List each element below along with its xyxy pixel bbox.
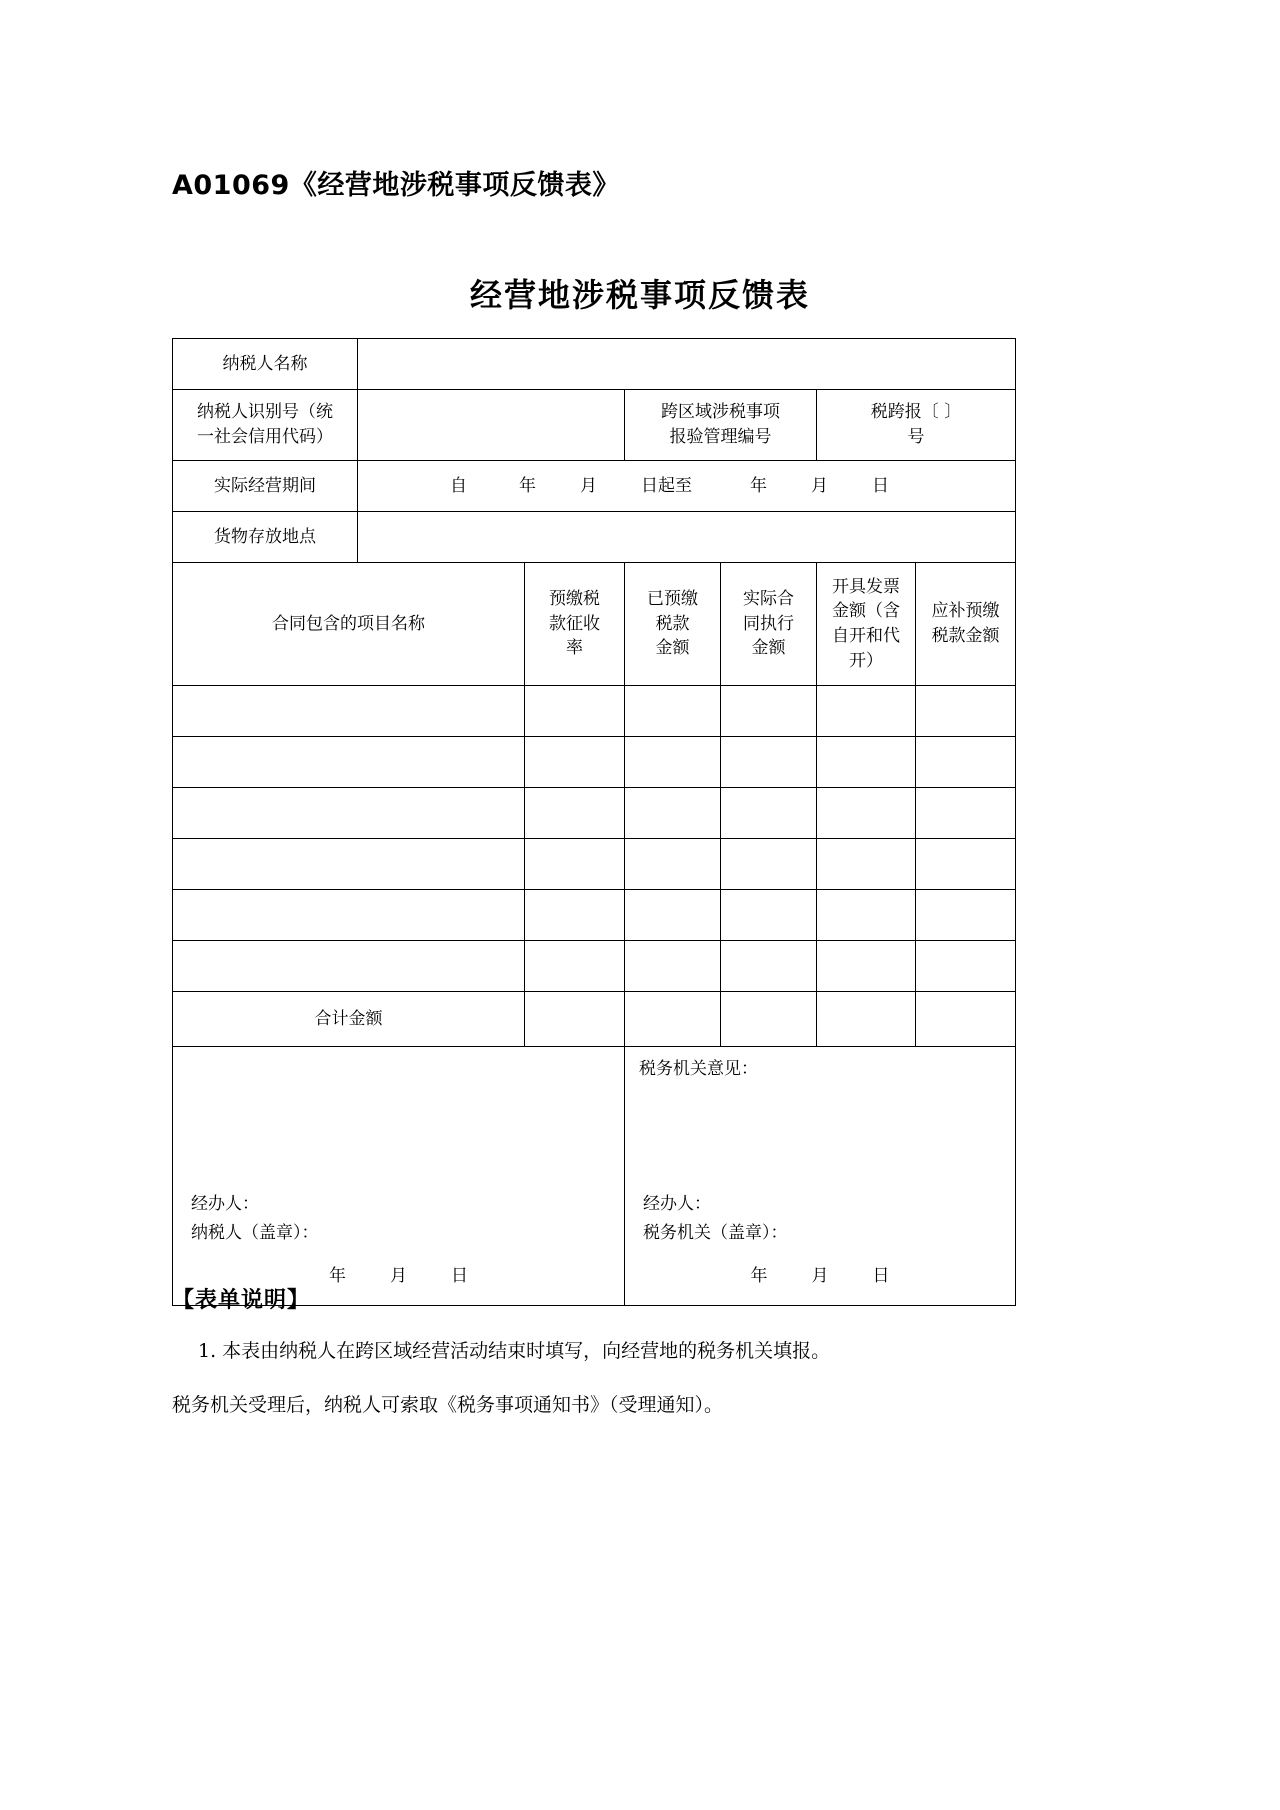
- column-header-prepaid-amount: [625, 563, 721, 686]
- cross-region-number-line1: 税跨报〔 〕: [870, 401, 962, 422]
- cell-project-name[interactable]: [173, 788, 525, 839]
- label-cross-region-line1: 跨区域涉税事项: [661, 401, 780, 422]
- cell-project-name[interactable]: [173, 737, 525, 788]
- prepaid-amount-line3: 金额: [655, 638, 690, 659]
- form-table-wrapper: [172, 338, 1015, 1306]
- cell-prepaid-amount[interactable]: [625, 941, 721, 992]
- invoice-amount-line4: 开）: [849, 650, 883, 671]
- taxpayer-handler-label: 经办人：: [191, 1193, 259, 1214]
- cell-project-name[interactable]: [173, 686, 525, 737]
- cell-prepaid-rate[interactable]: [525, 788, 625, 839]
- instructions-line-1: 1. 本表由纳税人在跨区域经营活动结束时填写，向经营地的税务机关填报。: [198, 1340, 831, 1362]
- label-total-amount: 合计金额: [173, 992, 525, 1047]
- instructions-line-2: 税务机关受理后，纳税人可索取《税务事项通知书》（受理通知）。: [172, 1394, 724, 1417]
- row-taxpayer-name: [173, 339, 1016, 390]
- cell-prepaid-amount[interactable]: [625, 686, 721, 737]
- cell-actual-contract[interactable]: [721, 686, 817, 737]
- period-day-to: 日起至: [641, 475, 692, 496]
- cell-prepaid-amount[interactable]: [625, 890, 721, 941]
- column-header-prepaid-rate: [525, 563, 625, 686]
- taxpayer-date-year: 年: [329, 1266, 346, 1287]
- cell-prepaid-amount[interactable]: [625, 788, 721, 839]
- tax-authority-date-day: 日: [872, 1266, 890, 1287]
- label-goods-location: 货物存放地点: [173, 512, 358, 563]
- table-row: [173, 686, 1016, 737]
- total-prepaid-rate[interactable]: [525, 992, 625, 1047]
- cell-invoice-amount[interactable]: [817, 890, 916, 941]
- cell-prepaid-amount[interactable]: [625, 839, 721, 890]
- column-header-project-name: 合同包含的项目名称: [173, 563, 525, 686]
- period-year-end: 年: [750, 475, 767, 496]
- row-signatures: [173, 1047, 1016, 1306]
- field-taxpayer-id[interactable]: [358, 390, 625, 461]
- table-row: [173, 737, 1016, 788]
- prepaid-rate-line3: 率: [566, 638, 583, 659]
- actual-contract-line3: 金额: [751, 638, 786, 659]
- signature-block-taxpayer[interactable]: [173, 1047, 625, 1306]
- cell-actual-contract[interactable]: [721, 788, 817, 839]
- actual-contract-line1: 实际合: [743, 589, 794, 610]
- cell-project-name[interactable]: [173, 890, 525, 941]
- signature-block-tax-authority[interactable]: [625, 1047, 1016, 1306]
- label-taxpayer-id-line2: 一社会信用代码）: [197, 427, 333, 447]
- cell-prepaid-rate[interactable]: [525, 737, 625, 788]
- cell-supplement-amount[interactable]: [916, 839, 1016, 890]
- label-actual-period: 实际经营期间: [173, 461, 358, 512]
- total-invoice-amount[interactable]: [817, 992, 916, 1047]
- prepaid-amount-line2: 税款: [655, 613, 690, 634]
- field-actual-period[interactable]: [358, 461, 1016, 512]
- cell-prepaid-rate[interactable]: [525, 686, 625, 737]
- cell-actual-contract[interactable]: [721, 941, 817, 992]
- total-supplement-amount[interactable]: [916, 992, 1016, 1047]
- field-goods-location[interactable]: [358, 512, 1016, 563]
- supplement-line2: 税款金额: [931, 626, 1000, 646]
- column-header-supplement-amount: [916, 563, 1016, 686]
- form-instructions: [172, 1283, 1072, 1445]
- cell-actual-contract[interactable]: [721, 890, 817, 941]
- taxpayer-seal-label: 纳税人（盖章）：: [191, 1223, 319, 1244]
- prepaid-rate-line1: 预缴税: [549, 589, 600, 610]
- supplement-line1: 应补预缴: [931, 601, 1000, 622]
- period-month-start: 月: [580, 475, 597, 496]
- cell-actual-contract[interactable]: [721, 737, 817, 788]
- cell-supplement-amount[interactable]: [916, 686, 1016, 737]
- invoice-amount-line2: 金额（含: [832, 601, 900, 622]
- cell-prepaid-rate[interactable]: [525, 941, 625, 992]
- cell-supplement-amount[interactable]: [916, 890, 1016, 941]
- table-row: [173, 839, 1016, 890]
- tax-authority-date-month: 月: [811, 1266, 829, 1287]
- table-row: [173, 941, 1016, 992]
- label-cross-region-no: [625, 390, 817, 461]
- period-month-end: 月: [811, 475, 828, 496]
- field-cross-region-number[interactable]: [817, 390, 1016, 461]
- taxpayer-date-day: 日: [451, 1266, 468, 1287]
- cell-prepaid-rate[interactable]: [525, 890, 625, 941]
- tax-authority-seal-label: 税务机关（盖章）：: [643, 1223, 788, 1244]
- table-row: [173, 890, 1016, 941]
- tax-authority-date-year: 年: [750, 1266, 768, 1287]
- row-goods-location: [173, 512, 1016, 563]
- column-header-actual-contract: [721, 563, 817, 686]
- table-row: [173, 788, 1016, 839]
- total-prepaid-amount[interactable]: [625, 992, 721, 1047]
- cell-invoice-amount[interactable]: [817, 686, 916, 737]
- tax-authority-opinion-label: 税务机关意见：: [639, 1059, 758, 1079]
- cross-region-number-line2: 号: [907, 427, 925, 447]
- row-column-headers: [173, 563, 1016, 686]
- label-taxpayer-id-line1: 纳税人识别号（统: [197, 401, 333, 422]
- instructions-heading: 【表单说明】: [172, 1287, 311, 1313]
- period-year-start: 年: [519, 475, 536, 496]
- total-actual-contract[interactable]: [721, 992, 817, 1047]
- document-code-title: A01069《经营地涉税事项反馈表》: [172, 170, 620, 201]
- label-cross-region-line2: 报验管理编号: [669, 427, 772, 447]
- cell-supplement-amount[interactable]: [916, 941, 1016, 992]
- period-from: 自: [450, 475, 467, 496]
- cell-project-name[interactable]: [173, 941, 525, 992]
- actual-contract-line2: 同执行: [743, 613, 794, 634]
- cell-supplement-amount[interactable]: [916, 737, 1016, 788]
- tax-authority-handler-label: 经办人：: [643, 1193, 711, 1214]
- cell-invoice-amount[interactable]: [817, 839, 916, 890]
- period-day-end: 日: [872, 475, 889, 496]
- row-taxpayer-id: [173, 390, 1016, 461]
- row-total: [173, 992, 1016, 1047]
- cell-invoice-amount[interactable]: [817, 941, 916, 992]
- tax-feedback-form-table: [172, 338, 1016, 1306]
- cell-prepaid-rate[interactable]: [525, 839, 625, 890]
- column-header-invoice-amount: [817, 563, 916, 686]
- row-actual-period: [173, 461, 1016, 512]
- invoice-amount-line1: 开具发票: [832, 576, 900, 597]
- invoice-amount-line3: 自开和代: [832, 626, 900, 646]
- field-taxpayer-name[interactable]: [358, 339, 1016, 390]
- form-title: 经营地涉税事项反馈表: [469, 276, 810, 314]
- label-taxpayer-id: [173, 390, 358, 461]
- cell-prepaid-amount[interactable]: [625, 737, 721, 788]
- cell-invoice-amount[interactable]: [817, 737, 916, 788]
- taxpayer-date-month: 月: [390, 1266, 407, 1287]
- prepaid-rate-line2: 款征收: [549, 613, 600, 634]
- cell-supplement-amount[interactable]: [916, 788, 1016, 839]
- cell-invoice-amount[interactable]: [817, 788, 916, 839]
- prepaid-amount-line1: 已预缴: [647, 589, 698, 610]
- label-taxpayer-name: 纳税人名称: [173, 339, 358, 390]
- cell-actual-contract[interactable]: [721, 839, 817, 890]
- cell-project-name[interactable]: [173, 839, 525, 890]
